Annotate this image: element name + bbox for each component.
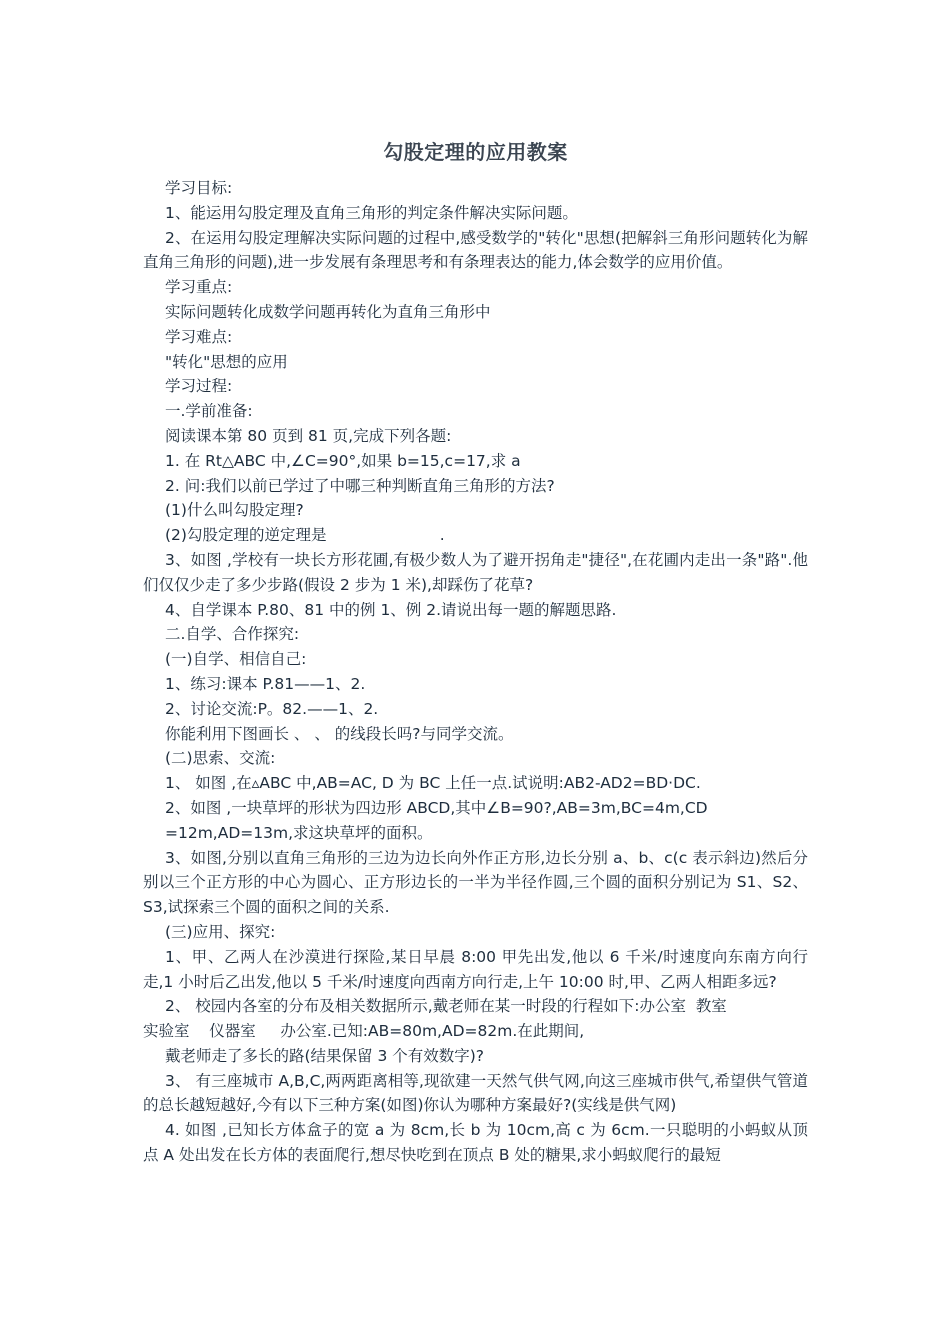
paragraph-line: 学习难点: (165, 327, 233, 346)
paragraph-line: (二)思索、交流: (165, 749, 276, 768)
paragraph-line: 1、 如图 ,在▵ABC 中,AB=AC, D 为 BC 上任一点.试说明:AB2-AD2=BD·DC. (165, 774, 701, 793)
paragraph-line: 4、自学课本 P.80、81 中的例 1、例 2.请说出每一题的解题思路. (165, 600, 617, 619)
paragraph-line: (1)什么叫勾股定理? (165, 501, 304, 520)
document-page (143, 138, 808, 1168)
paragraph-line: 3、如图,分别以直角三角形的三边为边长向外作正方形,边长分别 a、b、c(c 表示斜边)然后分别以三个正方形的中心为圆心、正方形边长的一半为半径作圆,三个圆的面积分别记为 S1、S2、S3,试探索三个圆的面积之间的关系. (143, 848, 808, 917)
paragraph-line: 3、如图 ,学校有一块长方形花圃,有极少数人为了避开拐角走"捷径",在花圃内走出一条"路".他们仅仅少走了多少步路(假设 2 步为 1 米),却踩伤了花草? (143, 550, 808, 594)
paragraph-line: 一.学前准备: (165, 402, 253, 421)
paragraph-line: 戴老师走了多长的路(结果保留 3 个有效数字)? (165, 1046, 485, 1065)
paragraph-line: 1. 在 Rt△ABC 中,∠C=90°,如果 b=15,c=17,求 a (165, 451, 521, 470)
paragraph-line: 阅读课本第 80 页到 81 页,完成下列各题: (165, 426, 452, 445)
paragraph-line: "转化"思想的应用 (165, 352, 288, 371)
paragraph-line: 3、 有三座城市 A,B,C,两两距离相等,现欲建一天然气供气网,向这三座城市供气,希望供气管道的总长越短越好,今有以下三种方案(如图)你认为哪种方案最好?(实线是供气网) (143, 1071, 808, 1115)
paragraph-line: 2、讨论交流:P。82.——1、2. (165, 699, 379, 718)
paragraph-line: 1、练习:课本 P.81——1、2. (165, 674, 366, 693)
paragraph-line: 你能利用下图画长 、 、 的线段长吗?与同学交流。 (165, 724, 514, 743)
paragraph-line: 4. 如图 ,已知长方体盒子的宽 a 为 8cm,长 b 为 10cm,高 c 为 6cm.一只聪明的小蚂蚁从顶点 A 处出发在长方体的表面爬行,想尽快吃到在顶点 B 处的糖果,求小蚂蚁爬行的最短 (143, 1121, 808, 1165)
paragraph-line: 1、能运用勾股定理及直角三角形的判定条件解决实际问题。 (165, 203, 578, 222)
paragraph-line: 实验室 仪器室 办公室.已知:AB=80m,AD=82m.在此期间, (143, 1022, 585, 1041)
paragraph-line: 实际问题转化成数学问题再转化为直角三角形中 (165, 302, 491, 321)
document-body (143, 176, 808, 1168)
paragraph-line: (2)勾股定理的逆定理是 . (165, 526, 445, 545)
paragraph-line: (一)自学、相信自己: (165, 650, 307, 669)
paragraph-line: 1、甲、乙两人在沙漠进行探险,某日早晨 8:00 甲先出发,他以 6 千米/时速度向东南方向行走,1 小时后乙出发,他以 5 千米/时速度向西南方向行走,上午 10:00 时,甲、乙两人相距多远? (143, 947, 808, 991)
paragraph-line: =12m,AD=13m,求这块草坪的面积。 (165, 823, 433, 842)
paragraph-line: 学习重点: (165, 278, 233, 297)
paragraph-line: 2. 问:我们以前已学过了中哪三种判断直角三角形的方法? (165, 476, 555, 495)
paragraph-line: 二.自学、合作探究: (165, 625, 300, 644)
paragraph-line: 学习目标: (165, 179, 233, 197)
paragraph-line: (三)应用、探究: (165, 922, 276, 941)
paragraph-line: 2、 校园内各室的分布及相关数据所示,戴老师在某一时段的行程如下:办公室 教室 (165, 997, 727, 1016)
paragraph-line: 2、在运用勾股定理解决实际问题的过程中,感受数学的"转化"思想(把解斜三角形问题转化为解直角三角形的问题),进一步发展有条理思考和有条理表达的能力,体会数学的应用价值。 (143, 228, 808, 272)
paragraph-line: 学习过程: (165, 377, 233, 396)
paragraph-line: 2、如图 ,一块草坪的形状为四边形 ABCD,其中∠B=90?,AB=3m,BC=4m,CD (165, 798, 708, 817)
document-title: 勾股定理的应用教案 (383, 140, 568, 164)
